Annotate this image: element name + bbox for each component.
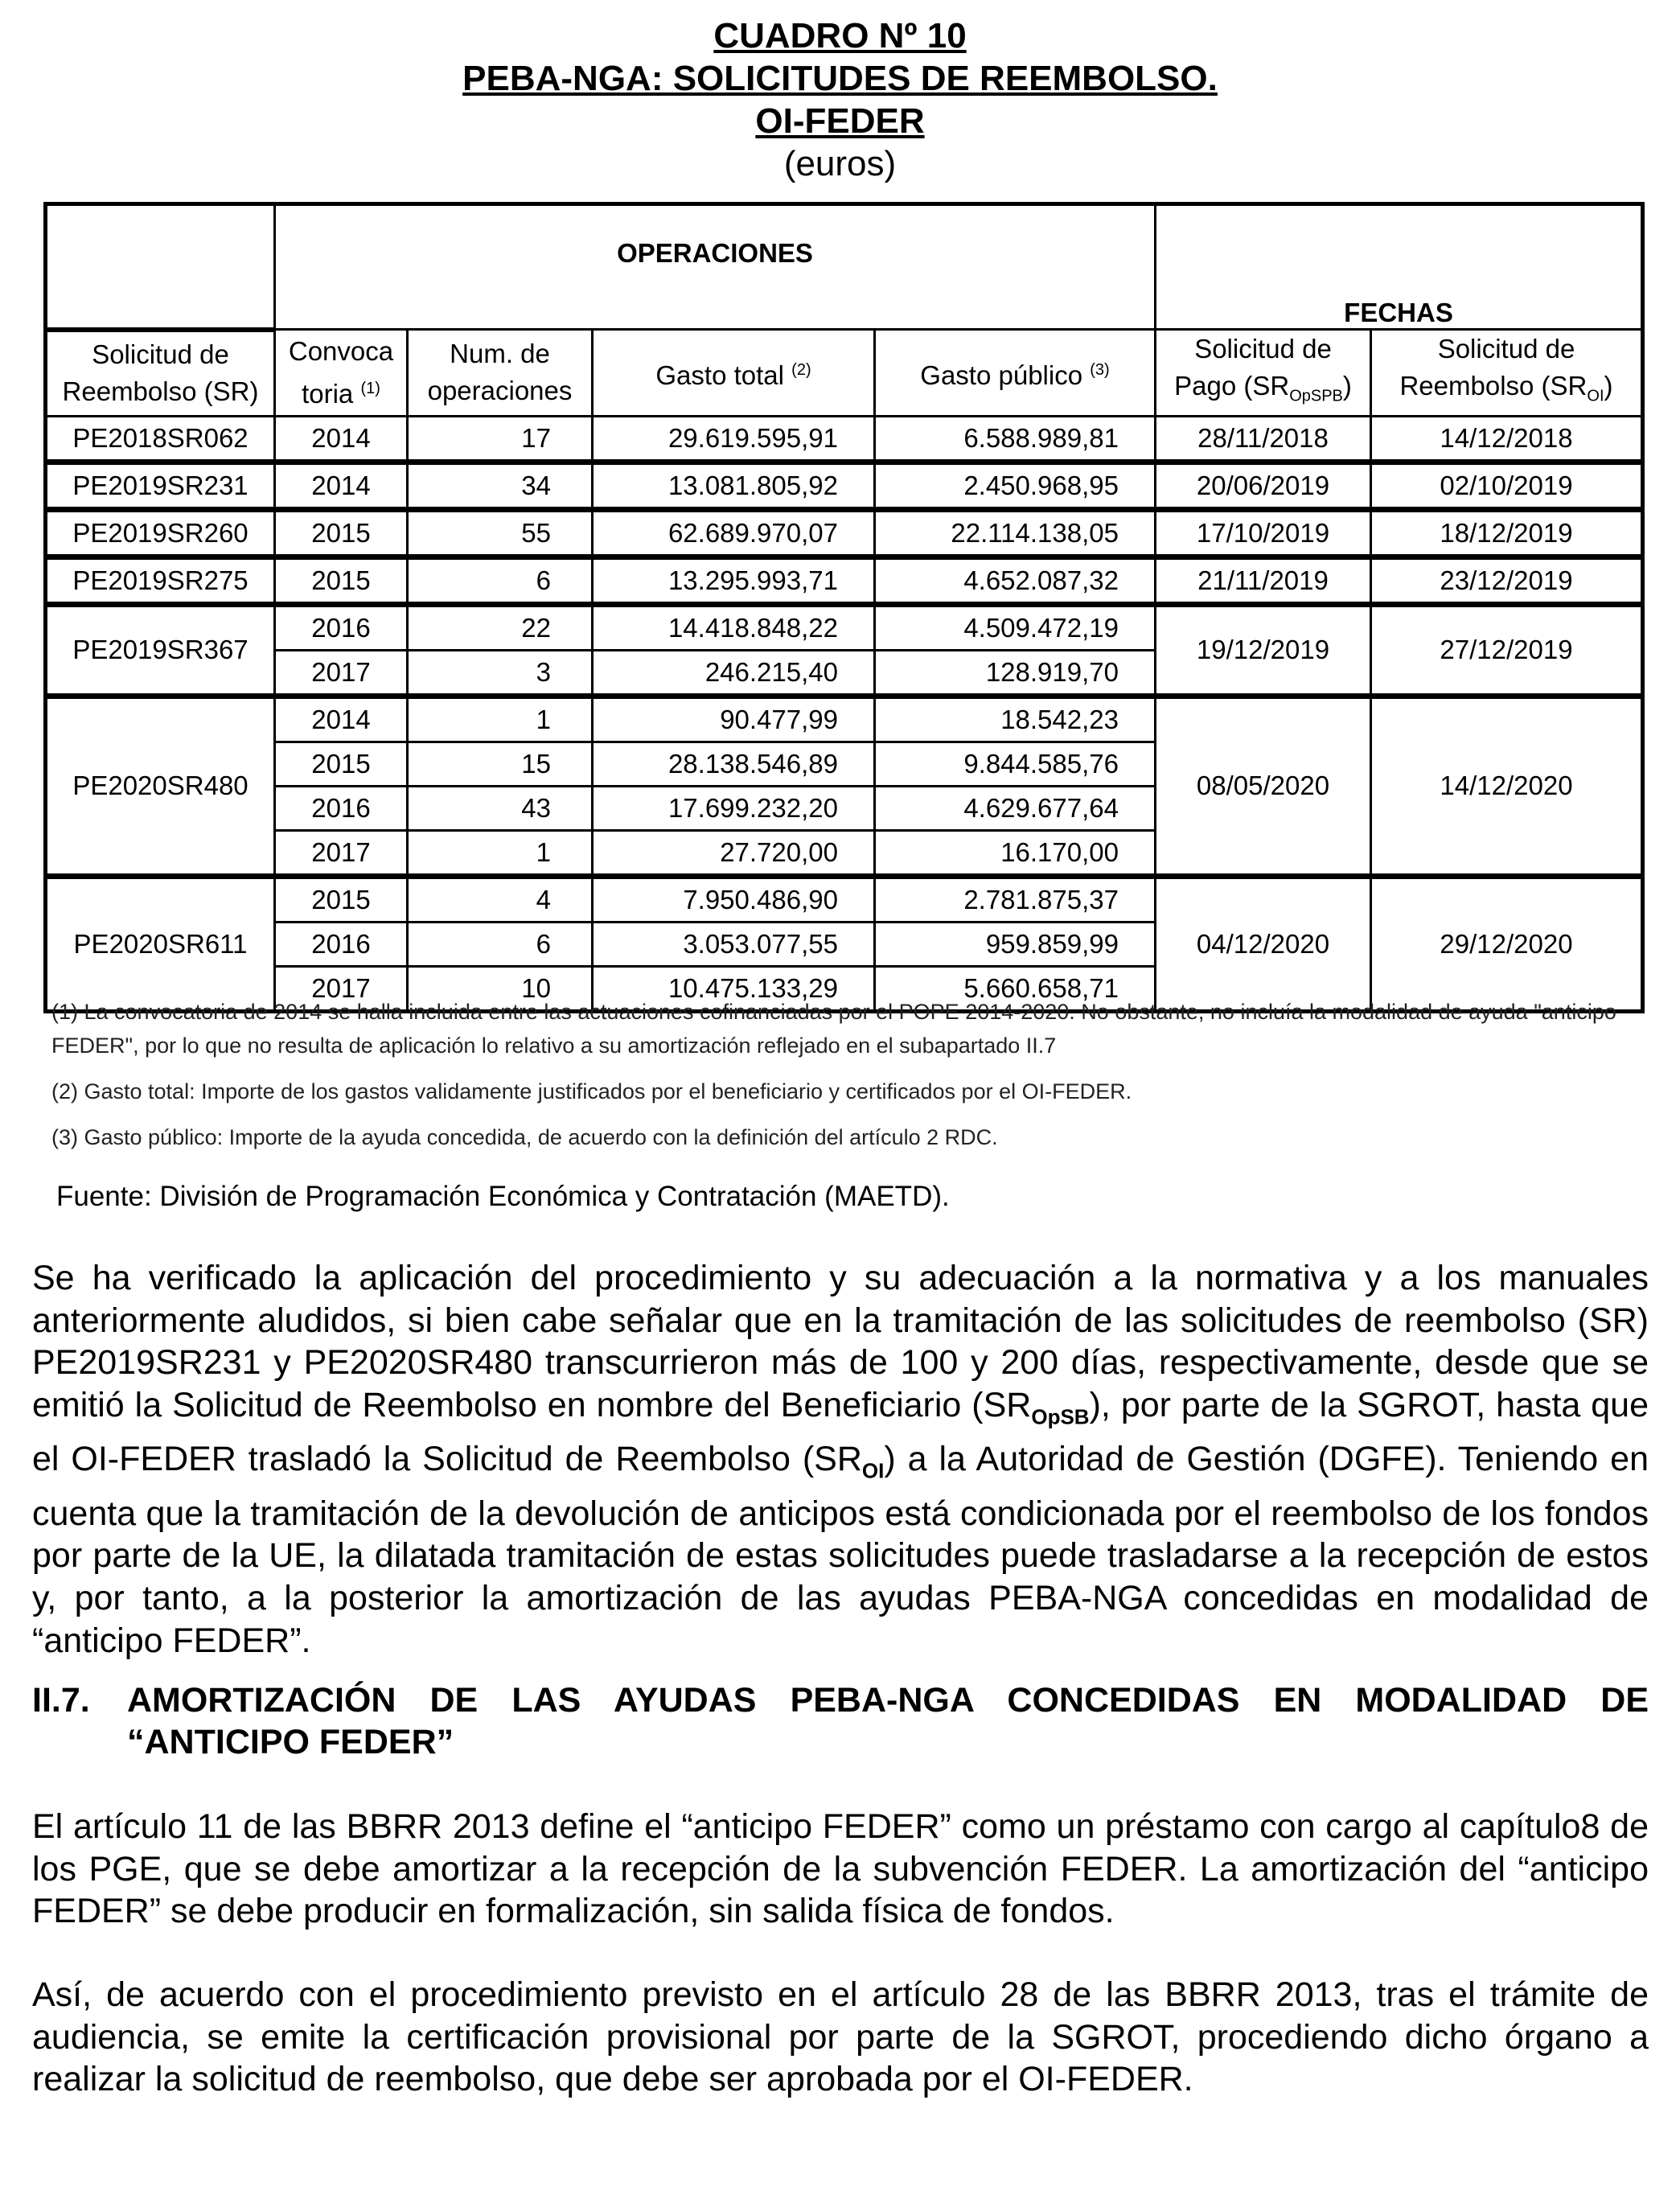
convocatoria-cell: 2014 (275, 462, 408, 509)
table-row (46, 462, 1643, 509)
section-heading (32, 1679, 1649, 1763)
num-operaciones-cell: 3 (408, 650, 593, 696)
text: ), por parte de la SGROT, hasta que el OI-FEDER trasladó la Solicitud de Reembolso (SR (32, 1386, 1649, 1479)
header-text: toria (302, 378, 354, 409)
header-solicitud-pago (1156, 330, 1371, 417)
fecha-reembolso-cell: 02/10/2019 (1371, 462, 1643, 509)
header-text: Gasto público (920, 360, 1083, 390)
reimbursement-table (43, 202, 1645, 1013)
subscript: OpSB (1031, 1404, 1090, 1429)
gasto-total-cell: 10.475.133,29 (593, 966, 875, 1011)
fecha-reembolso-cell: 14/12/2018 (1371, 416, 1643, 462)
gasto-total-cell: 62.689.970,07 (593, 509, 875, 557)
convocatoria-cell: 2014 (275, 416, 408, 462)
gasto-publico-cell: 4.629.677,64 (875, 786, 1156, 830)
header-convocatoria (275, 330, 408, 417)
footnote-ref: (3) (1090, 360, 1110, 379)
paragraph-verification (32, 1257, 1649, 1662)
gasto-total-cell: 27.720,00 (593, 830, 875, 876)
convocatoria-cell: 2015 (275, 557, 408, 604)
header-text: Pago (SR (1174, 371, 1290, 401)
num-operaciones-cell: 1 (408, 696, 593, 742)
num-operaciones-cell: 43 (408, 786, 593, 830)
sr-code-cell: PE2018SR062 (46, 416, 275, 462)
convocatoria-cell: 2017 (275, 650, 408, 696)
gasto-publico-cell: 2.450.968,95 (875, 462, 1156, 509)
gasto-publico-cell: 16.170,00 (875, 830, 1156, 876)
fecha-pago-cell: 08/05/2020 (1156, 696, 1371, 876)
gasto-total-cell: 246.215,40 (593, 650, 875, 696)
gasto-publico-cell: 128.919,70 (875, 650, 1156, 696)
table-number: CUADRO Nº 10 (713, 16, 967, 55)
gasto-publico-cell: 4.652.087,32 (875, 557, 1156, 604)
source-note: Fuente: División de Programación Económica y Contratación (MAETD). (56, 1181, 950, 1212)
table-row (46, 509, 1643, 557)
header-gasto-total (593, 330, 875, 417)
header-text: Solicitud de (92, 339, 229, 370)
gasto-publico-cell: 18.542,23 (875, 696, 1156, 742)
num-operaciones-cell: 10 (408, 966, 593, 1011)
convocatoria-cell: 2016 (275, 922, 408, 966)
section-number: II.7. (32, 1681, 90, 1720)
header-sr (46, 330, 275, 417)
convocatoria-cell: 2017 (275, 966, 408, 1011)
column-headers (46, 330, 1643, 417)
convocatoria-cell: 2016 (275, 786, 408, 830)
fecha-reembolso-cell: 27/12/2019 (1371, 604, 1643, 696)
gasto-total-cell: 29.619.595,91 (593, 416, 875, 462)
gasto-total-cell: 13.295.993,71 (593, 557, 875, 604)
gasto-publico-cell: 4.509.472,19 (875, 604, 1156, 650)
num-operaciones-cell: 1 (408, 830, 593, 876)
sr-code-cell: PE2020SR611 (46, 876, 275, 1011)
table-row (46, 416, 1643, 462)
convocatoria-cell: 2014 (275, 696, 408, 742)
footnote-3: (3) Gasto público: Importe de la ayuda concedida, de acuerdo con la definición del artículo 2 RDC. (51, 1125, 998, 1149)
table-row (46, 696, 1643, 742)
convocatoria-cell: 2015 (275, 509, 408, 557)
fecha-pago-cell: 28/11/2018 (1156, 416, 1371, 462)
table-title: PEBA-NGA: SOLICITUDES DE REEMBOLSO. (462, 59, 1218, 98)
fecha-pago-cell: 21/11/2019 (1156, 557, 1371, 604)
subscript: OpSPB (1289, 387, 1343, 405)
gasto-publico-cell: 22.114.138,05 (875, 509, 1156, 557)
header-text: Gasto total (655, 360, 784, 390)
num-operaciones-cell: 22 (408, 604, 593, 650)
num-operaciones-cell: 6 (408, 557, 593, 604)
group-header-operaciones: OPERACIONES (275, 204, 1156, 330)
header-text: Convoca (288, 335, 394, 366)
gasto-publico-cell: 9.844.585,76 (875, 742, 1156, 786)
gasto-total-cell: 90.477,99 (593, 696, 875, 742)
header-gasto-publico (875, 330, 1156, 417)
fecha-pago-cell: 19/12/2019 (1156, 604, 1371, 696)
sr-code-cell: PE2019SR260 (46, 509, 275, 557)
num-operaciones-cell: 34 (408, 462, 593, 509)
num-operaciones-cell: 4 (408, 876, 593, 922)
table-row (46, 604, 1643, 650)
fecha-pago-cell: 04/12/2020 (1156, 876, 1371, 1011)
header-text: ) (1342, 371, 1352, 401)
gasto-total-cell: 13.081.805,92 (593, 462, 875, 509)
header-text: Reembolso (SR (1399, 371, 1588, 401)
header-text: Num. de (450, 339, 550, 369)
table-subtitle: OI-FEDER (755, 101, 925, 141)
paragraph-procedure: Así, de acuerdo con el procedimiento previsto en el artículo 28 de las BBRR 2013, tras el trámite de audiencia, se emite la certificación provisional por parte de la SGROT, procediendo dicho órgano a realizar la solicitud de reembolso, que debe ser aprobada por el OI-FEDER. (32, 1975, 1649, 2099)
header-solicitud-reembolso (1371, 330, 1643, 417)
sr-code-cell: PE2020SR480 (46, 696, 275, 876)
num-operaciones-cell: 17 (408, 416, 593, 462)
convocatoria-cell: 2017 (275, 830, 408, 876)
gasto-publico-cell: 959.859,99 (875, 922, 1156, 966)
gasto-publico-cell: 2.781.875,37 (875, 876, 1156, 922)
gasto-publico-cell: 5.660.658,71 (875, 966, 1156, 1011)
group-header-fechas: FECHAS (1156, 204, 1643, 330)
gasto-publico-cell: 6.588.989,81 (875, 416, 1156, 462)
footnote-1: (1) La convocatoria de 2014 se halla incluida entre las actuaciones cofinanciadas por el POPE 2014-2020. No obstante, no incluía la modalidad de ayuda "anticipo FEDER", por lo que no resulta de aplicación lo relativo a su amortización reflejado en el subapartado II.7 (51, 1000, 1616, 1058)
header-text: Solicitud de (1194, 334, 1332, 364)
footnote-ref: (2) (791, 360, 811, 379)
gasto-total-cell: 28.138.546,89 (593, 742, 875, 786)
subscript: OI (861, 1459, 885, 1483)
empty-corner (46, 204, 275, 330)
gasto-total-cell: 7.950.486,90 (593, 876, 875, 922)
fecha-reembolso-cell: 18/12/2019 (1371, 509, 1643, 557)
fecha-reembolso-cell: 14/12/2020 (1371, 696, 1643, 876)
table-row (46, 557, 1643, 604)
text: ) a la Autoridad de Gestión (DGFE). Teniendo en cuenta que la tramitación de la devolución de anticipos está condicionada por el reembolso de los fondos por parte de la UE, la dilatada tramitación de estas solicitudes puede trasladarse a la recepción de estos y, por tanto, a la posterior la amortización de las ayudas PEBA-NGA concedidas en modalidad de “anticipo FEDER”. (32, 1440, 1649, 1660)
fecha-reembolso-cell: 23/12/2019 (1371, 557, 1643, 604)
header-text: ) (1604, 371, 1613, 401)
subscript: OI (1587, 387, 1604, 405)
units: (euros) (783, 144, 897, 183)
footnote-ref: (1) (360, 379, 380, 397)
section-title-line1: AMORTIZACIÓN DE LAS AYUDAS PEBA-NGA CONCEDIDAS EN MODALIDAD DE (127, 1681, 1649, 1720)
footnote-2: (2) Gasto total: Importe de los gastos validamente justificados por el beneficiario y certificados por el OI-FEDER. (51, 1079, 1132, 1103)
gasto-total-cell: 14.418.848,22 (593, 604, 875, 650)
sr-code-cell: PE2019SR367 (46, 604, 275, 696)
header-text: Reembolso (SR) (62, 376, 259, 407)
header-text: Solicitud de (1437, 334, 1575, 364)
num-operaciones-cell: 15 (408, 742, 593, 786)
num-operaciones-cell: 6 (408, 922, 593, 966)
text: Se ha verificado la aplicación del procedimiento y su adecuación a la normativa y a los manuales anteriormente aludidos, si bien cabe señalar que en la tramitación de las solicitudes de reembolso (SR) PE2019SR231 y PE2020SR480 transcurrieron más de 100 y 200 días, respectivamente, desde que se emitió la Solicitud de Reembolso en nombre del Beneficiario (SR (32, 1259, 1649, 1425)
fecha-reembolso-cell: 29/12/2020 (1371, 876, 1643, 1011)
convocatoria-cell: 2015 (275, 742, 408, 786)
document-title (0, 14, 1680, 185)
header-text: operaciones (427, 376, 573, 406)
table-row (46, 876, 1643, 922)
fecha-pago-cell: 17/10/2019 (1156, 509, 1371, 557)
gasto-total-cell: 17.699.232,20 (593, 786, 875, 830)
fecha-pago-cell: 20/06/2019 (1156, 462, 1371, 509)
convocatoria-cell: 2015 (275, 876, 408, 922)
gasto-total-cell: 3.053.077,55 (593, 922, 875, 966)
sr-code-cell: PE2019SR275 (46, 557, 275, 604)
num-operaciones-cell: 55 (408, 509, 593, 557)
paragraph-anticipo-definition: El artículo 11 de las BBRR 2013 define el “anticipo FEDER” como un préstamo con cargo al capítulo8 de los PGE, que se debe amortizar a la recepción de la subvención FEDER. La amortización del “anticipo FEDER” se debe producir en formalización, sin salida física de fondos. (32, 1807, 1649, 1931)
sr-code-cell: PE2019SR231 (46, 462, 275, 509)
convocatoria-cell: 2016 (275, 604, 408, 650)
header-num-operaciones (408, 330, 593, 417)
section-title-line2: “ANTICIPO FEDER” (127, 1723, 454, 1761)
